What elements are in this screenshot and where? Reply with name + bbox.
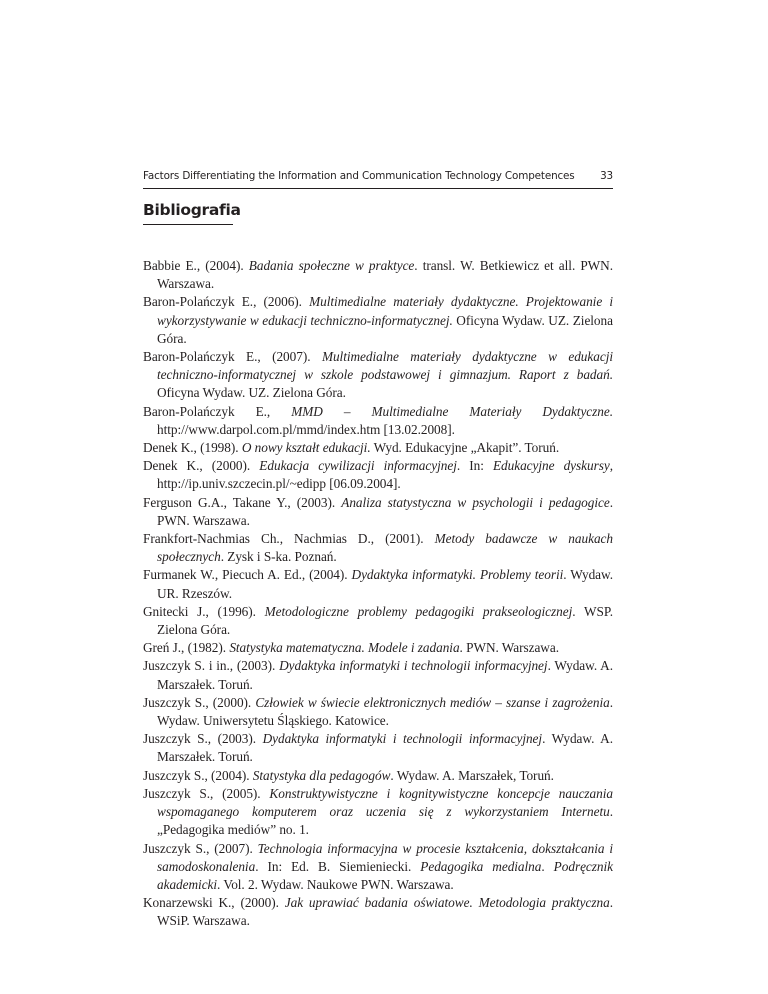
bibliography-entry [143,767,613,785]
entry-text: Juszczyk S., (2005). [143,785,270,801]
entry-title: O nowy kształt edukacji. [241,440,371,456]
bibliography-entry [143,530,613,566]
entry-text: . Wydaw. Uniwersytetu Śląskiego. Katowice. [157,694,613,729]
page-number: 33 [600,170,613,182]
entry-text: . In: [456,458,493,474]
entry-text: Baron-Polańczyk E., [143,403,292,419]
bibliography-list [143,257,613,931]
entry-text: . In: Ed. B. Siemieniecki. [255,858,421,874]
entry-text: . WSP. Zielona Góra. [157,603,613,638]
entry-text: Denek K., (1998). [143,440,242,456]
bibliography-entry [143,639,613,657]
header-divider [143,188,613,189]
entry-text: . PWN. Warszawa. [459,640,559,656]
entry-text: Juszczyk S. i in., (2003). [143,658,280,674]
section-heading: Bibliografia [143,201,241,219]
entry-text: Oficyna Wydaw. UZ. Zielona Góra. [157,385,346,401]
bibliography-entry [143,730,613,766]
entry-text: Konarzewski K., (2000). [143,895,285,911]
bibliography-entry [143,603,613,639]
entry-title: Statystyka dla pedagogów [252,767,391,783]
bibliography-entry [143,694,613,730]
entry-title: Podręcznik akademicki [157,858,613,892]
bibliography-entry [143,785,613,840]
entry-text: Denek K., (2000). [143,458,260,474]
entry-title: MMD – Multimedialne Materiały Dydaktyczne. [291,403,614,419]
bibliography-entry [143,348,613,403]
bibliography-entry [143,403,613,439]
entry-title: Konstruktywistyczne i kognitywistyczne koncepcje nauczania wspomaganego komputerem oraz uczenia się z wykorzystaniem Internetu [157,785,613,820]
bibliography-entry [143,566,613,602]
entry-title: Technologia informacyjna w procesie kształcenia, dokształcania i samodoskonalenia [157,840,613,874]
entry-title: Dydaktyka informatyki i technologii informacyjnej [279,658,548,674]
entry-title: Badania społeczne w praktyce [248,258,415,273]
entry-text: . [541,858,554,874]
entry-text: . Vol. 2. Wydaw. Naukowe PWN. Warszawa. [217,876,454,892]
entry-text: . Wydaw. A. Marszałek. Toruń. [157,731,614,765]
entry-text: . „Pedagogika mediów” no. 1. [157,804,613,838]
bibliography-entry [143,657,613,693]
entry-title: Jak uprawiać badania oświatowe. Metodologia praktyczna [284,895,610,911]
bibliography-entry [143,439,613,457]
entry-text: , http://ip.univ.szczecin.pl/~edipp [06.09.2004]. [157,458,613,492]
entry-text: Baron-Polańczyk E., (2007). [143,349,322,365]
entry-text: Furmanek W., Piecuch A. Ed., (2004). [143,567,352,583]
entry-text: . Wydaw. A. Marszałek. Toruń. [157,658,614,692]
entry-text: . Wydaw. A. Marszałek, Toruń. [390,767,554,783]
entry-title: Pedagogika medialna [420,858,542,874]
bibliography-entry [143,257,613,293]
entry-title: Metody badawcze w naukach społecznych [157,531,613,565]
entry-text: Juszczyk S., (2004). [143,767,253,783]
bibliography-entry [143,840,613,895]
bibliography-entry [143,457,613,493]
entry-title: Statystyka matematyczna. Modele i zadania [229,640,460,656]
entry-text: Oficyna Wydaw. UZ. Zielona Góra. [157,312,613,346]
entry-text: Juszczyk S., (2000). [143,694,256,710]
running-header [143,168,613,184]
entry-title: Metodologiczne problemy pedagogiki prakseologicznej [264,603,573,619]
entry-text: Baron-Polańczyk E., (2006). [143,294,310,310]
entry-title: Multimedialne materiały dydaktyczne. Projektowanie i wykorzystywanie w edukacji techniczno-informatycznej. [157,294,613,328]
entry-title: Człowiek w świecie elektronicznych mediów – szanse i zagrożenia [255,694,610,710]
entry-text: Juszczyk S., (2007). [143,840,258,856]
entry-text: Ferguson G.A., Takane Y., (2003). [143,494,342,510]
entry-title: Edukacyjne dyskursy [492,458,610,474]
entry-text: http://www.darpol.com.pl/mmd/index.htm [13.02.2008]. [157,421,455,437]
entry-text: . PWN. Warszawa. [157,494,613,528]
entry-text: . Wydaw. UR. Rzeszów. [157,567,613,601]
bibliography-entry [143,494,613,530]
entry-text: . Zysk i S-ka. Poznań. [220,549,337,565]
running-header-title: Factors Differentiating the Information and Communication Technology Competences [143,170,575,182]
entry-text: Wyd. Edukacyjne „Akapit”. Toruń. [370,440,560,456]
entry-title: Multimedialne materiały dydaktyczne w edukacji techniczno-informatycznej w szkole podstawowej i gimnazjum. Raport z badań. [157,349,613,383]
entry-title: Dydaktyka informatyki i technologii informacyjnej [262,731,543,747]
entry-text: Babbie E., (2004). [143,258,249,273]
section-heading-underline [143,224,233,225]
entry-title: Edukacja cywilizacji informacyjnej [259,458,457,474]
entry-text: Greń J., (1982). [143,640,230,656]
entry-title: Dydaktyka informatyki. Problemy teorii [351,567,564,583]
entry-text: Gnitecki J., (1996). [143,603,265,619]
bibliography-entry [143,894,613,930]
entry-text: Frankfort-Nachmias Ch., Nachmias D., (2001). [143,531,435,547]
entry-text: . transl. W. Betkiewicz et all. PWN. Warszawa. [157,258,614,292]
entry-text: . WSiP. Warszawa. [157,895,613,929]
bibliography-entry [143,293,613,348]
entry-text: Juszczyk S., (2003). [143,731,263,747]
entry-title: Analiza statystyczna w psychologii i pedagogice [341,494,610,510]
